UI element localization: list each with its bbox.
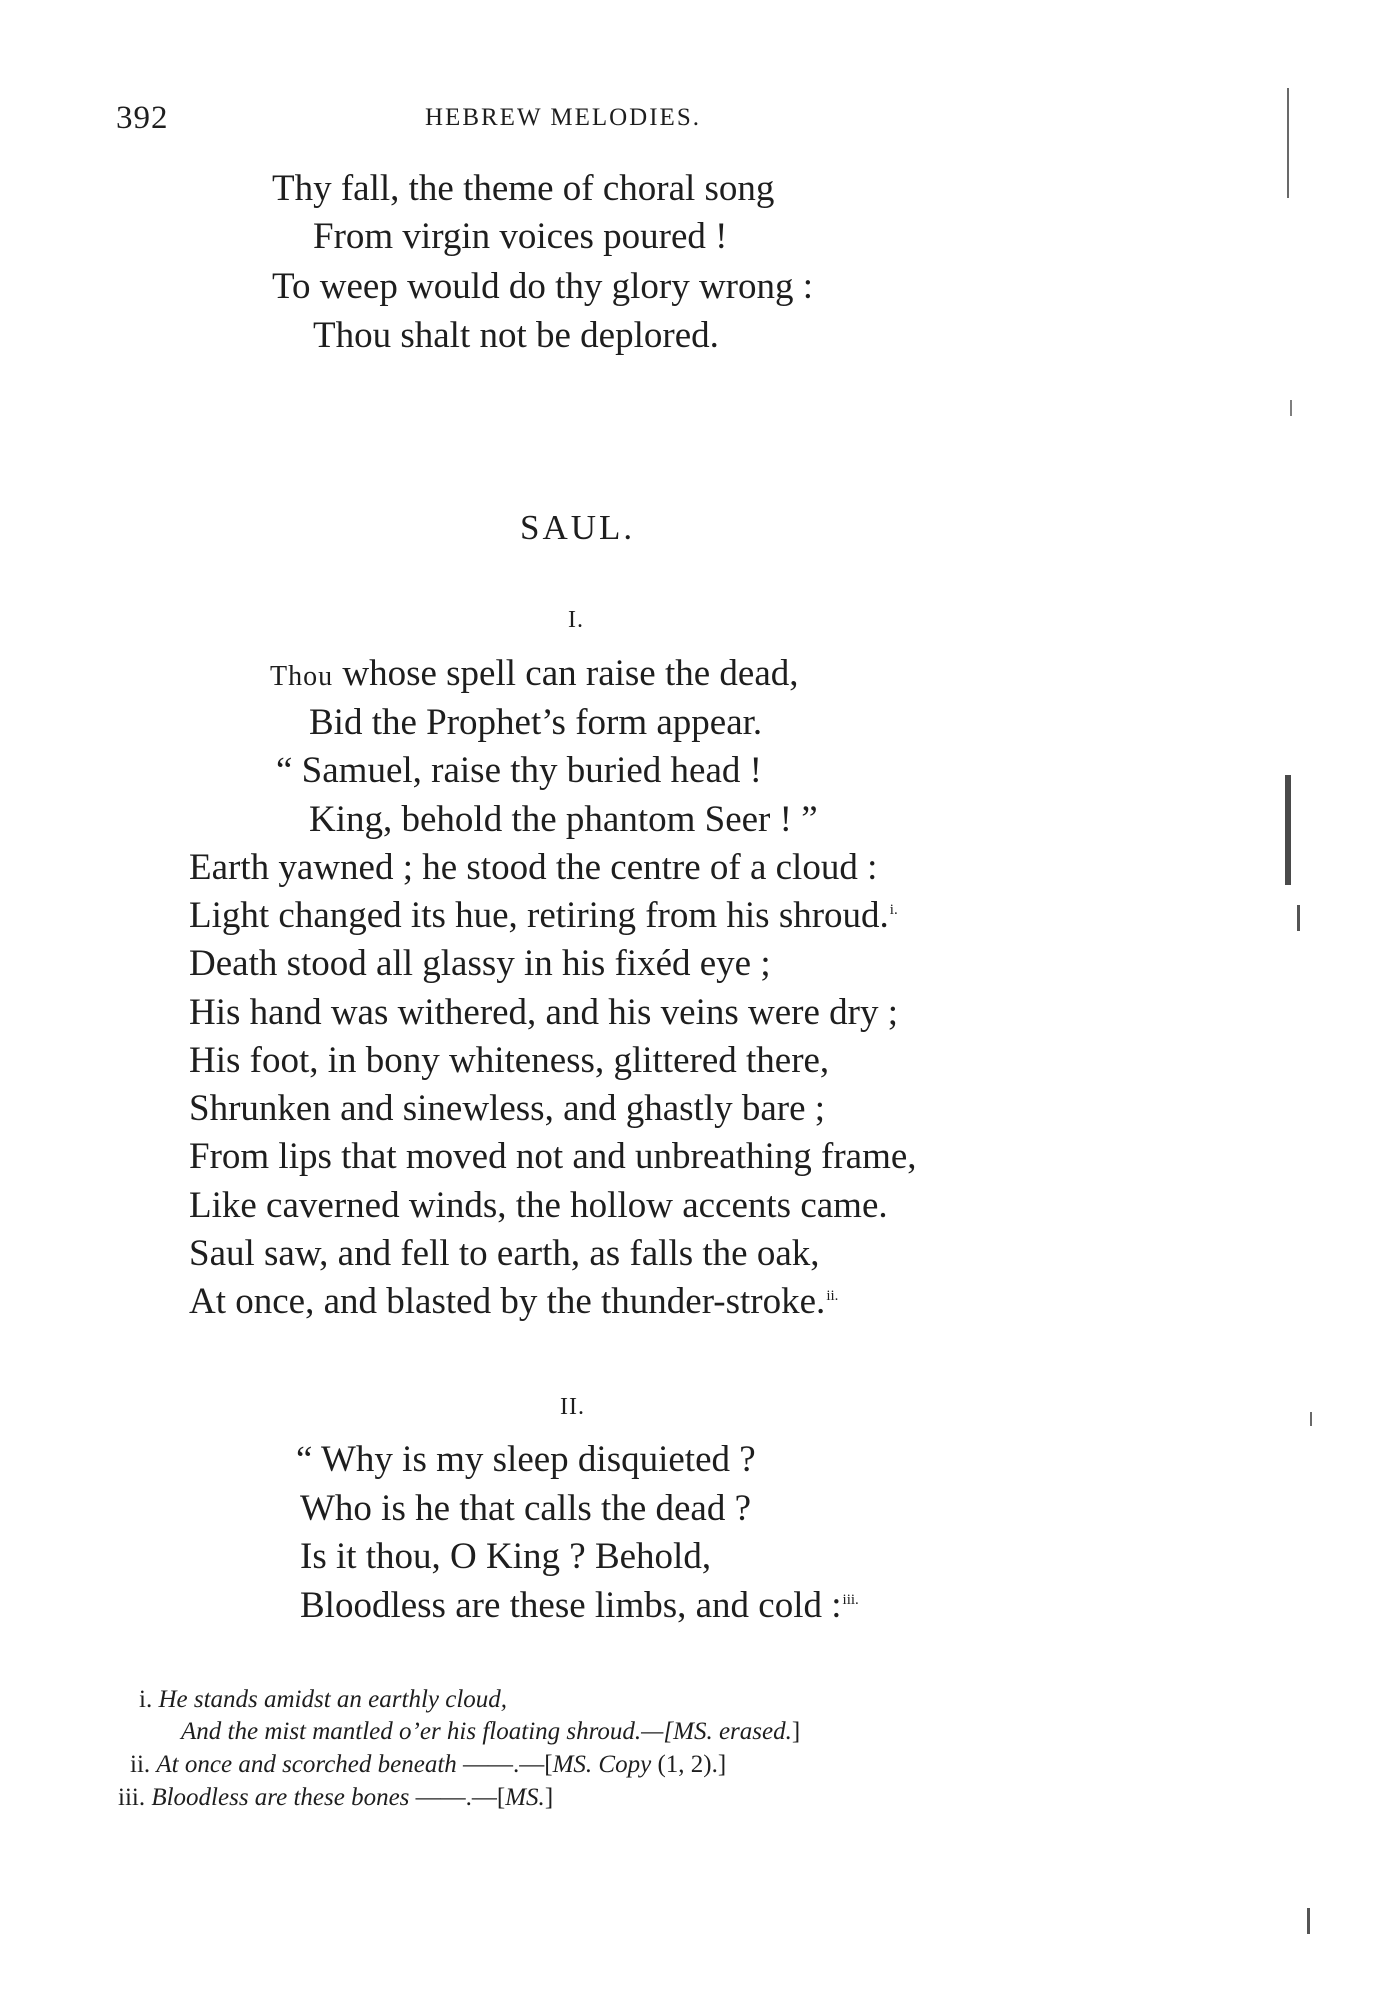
footnote-i-continued: And the mist mantled o’er his floating shroud.—[MS. erased.]	[181, 1718, 801, 1745]
footnote-text: He stands amidst an earthly cloud,	[158, 1686, 508, 1713]
part-numeral: I.	[568, 607, 584, 633]
verse-line: “ Samuel, raise thy buried head !	[276, 750, 762, 791]
verse-line: Is it thou, O King ? Behold,	[300, 1536, 712, 1577]
footnote-source: MS. Copy	[552, 1751, 652, 1778]
scan-edge-mark	[1287, 88, 1289, 198]
footnote-marker: iii.	[118, 1784, 146, 1811]
footnote-ref[interactable]: iii.	[842, 1591, 859, 1608]
scan-edge-mark	[1307, 1908, 1310, 1934]
footnote-marker: i.	[139, 1686, 153, 1713]
part-numeral: II.	[560, 1394, 585, 1420]
verse-line: Bid the Prophet’s form appear.	[309, 702, 763, 743]
scan-edge-mark	[1285, 775, 1291, 885]
poem-title: SAUL.	[520, 508, 636, 547]
scan-edge-mark	[1310, 1412, 1312, 1426]
scan-edge-mark	[1290, 400, 1292, 416]
footnote-iii: iii. Bloodless are these bones ——.—[MS.]	[118, 1784, 554, 1811]
verse-line: From virgin voices poured !	[313, 216, 728, 257]
running-title: HEBREW MELODIES.	[425, 104, 701, 131]
footnote-text: At once and scorched beneath	[156, 1751, 457, 1778]
scan-edge-mark	[1297, 905, 1300, 931]
verse-line: Death stood all glassy in his fixéd eye ;	[189, 943, 771, 984]
verse-line: His foot, in bony whiteness, glittered there,	[189, 1040, 830, 1081]
footnote-ii: ii. At once and scorched beneath ——.—[MS. Copy (1, 2).]	[130, 1751, 727, 1778]
verse-line: Thou whose spell can raise the dead,	[270, 653, 799, 694]
verse-line: His hand was withered, and his veins were dry ;	[189, 992, 898, 1033]
page-number: 392	[116, 100, 169, 136]
verse-line: To weep would do thy glory wrong :	[272, 266, 814, 307]
footnote-text: Bloodless are these bones	[151, 1784, 410, 1811]
footnote-source: MS.	[505, 1784, 545, 1811]
verse-line: Thou shalt not be deplored.	[313, 315, 719, 356]
verse-line: Bloodless are these limbs, and cold :$^{iii.}$	[300, 1585, 859, 1626]
footnote-i	[139, 1686, 507, 1714]
verse-line: At once, and blasted by the thunder-stroke.$^{ii.}$	[189, 1281, 839, 1322]
footnote-marker: ii.	[130, 1751, 151, 1778]
smallcaps-word: Thou	[270, 661, 334, 692]
footnote-source: MS. erased.	[673, 1718, 792, 1745]
verse-line: Shrunken and sinewless, and ghastly bare ;	[189, 1088, 826, 1129]
verse-line: Light changed its hue, retiring from his shroud.$^{i.}$	[189, 895, 898, 936]
verse-line: Who is he that calls the dead ?	[300, 1488, 752, 1529]
verse-line: “ Why is my sleep disquieted ?	[296, 1439, 756, 1480]
footnote-ref[interactable]: ii.	[826, 1287, 839, 1304]
verse-line: Earth yawned ; he stood the centre of a cloud :	[189, 847, 878, 888]
verse-line: Thy fall, the theme of choral song	[272, 168, 775, 209]
verse-line: King, behold the phantom Seer ! ”	[309, 799, 818, 840]
verse-line: From lips that moved not and unbreathing frame,	[189, 1136, 917, 1177]
verse-line: Saul saw, and fell to earth, as falls the oak,	[189, 1233, 820, 1274]
footnote-ref[interactable]: i.	[889, 901, 898, 918]
verse-line: Like caverned winds, the hollow accents came.	[189, 1185, 888, 1226]
